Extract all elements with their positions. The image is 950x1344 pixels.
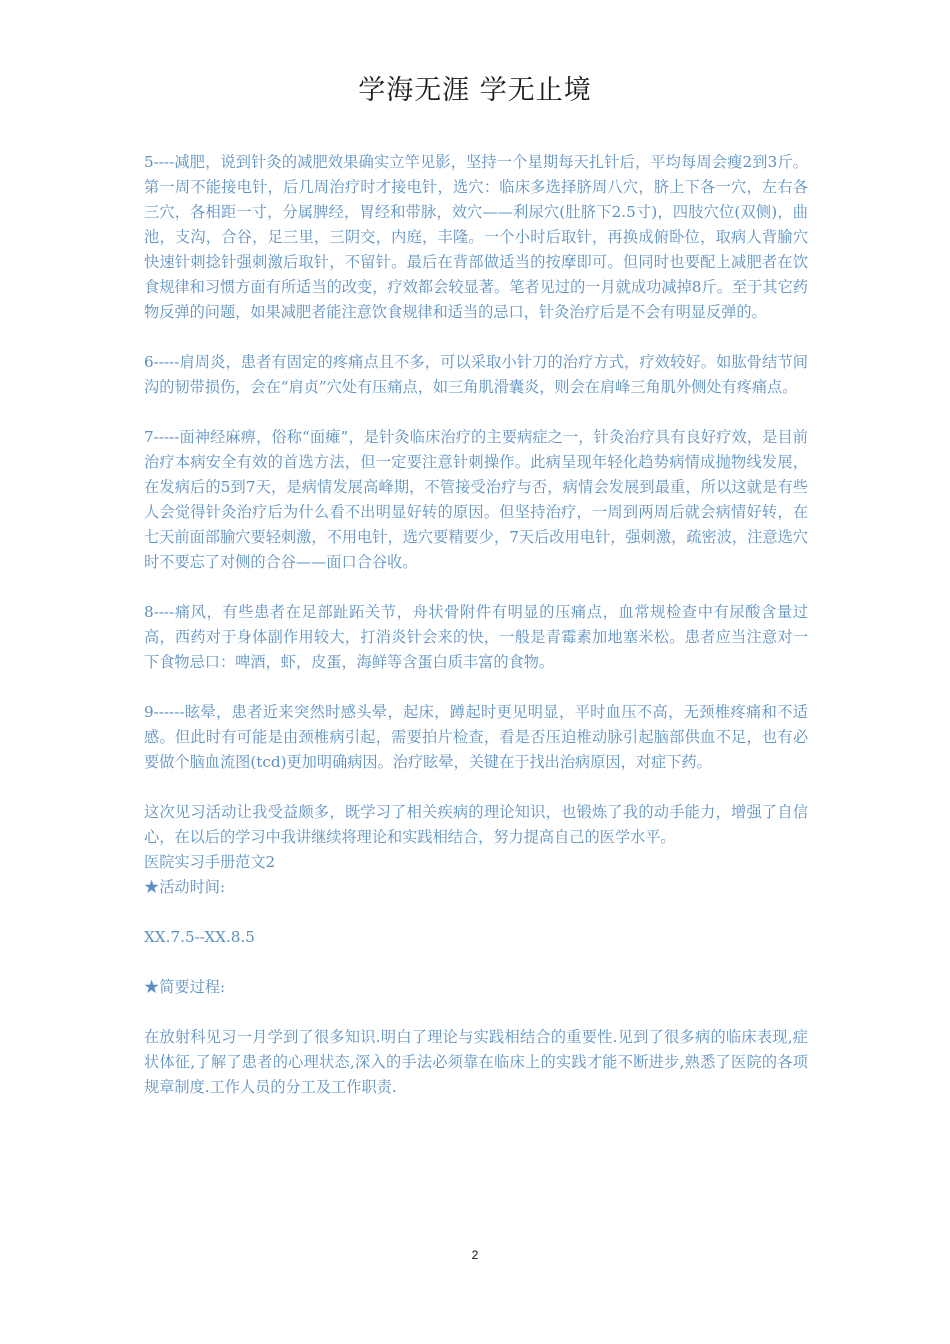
paragraph-spacer	[144, 775, 808, 800]
paragraph-gout: 8----痛风，有些患者在足部趾跖关节，舟状骨附件有明显的压痛点，血常规检查中有尿酸含量过高，西药对于身体副作用较大，打消炎针会来的快，一般是青霉素加地塞米松。患者应当注意对一下食物忌口：啤酒，虾，皮蛋，海鲜等含蛋白质丰富的食物。	[144, 603, 808, 671]
paragraph-summary: 这次见习活动让我受益颇多，既学习了相关疾病的理论知识，也锻炼了我的动手能力，增强了自信心，在以后的学习中我讲继续将理论和实践相结合，努力提高自己的医学水平。	[144, 803, 808, 846]
paragraph-spacer	[144, 325, 808, 350]
paragraph-spacer	[144, 900, 808, 925]
paragraph-spacer	[144, 575, 808, 600]
page-header-title: 学海无涯 学无止境	[358, 75, 592, 106]
sample-title: 医院实习手册范文2	[144, 853, 276, 871]
paragraph-frozen-shoulder: 6-----肩周炎，患者有固定的疼痛点且不多，可以采取小针刀的治疗方式，疗效较好。如肱骨结节间沟的韧带损伤，会在“肩贞”穴处有压痛点，如三角肌滑囊炎，则会在肩峰三角肌外侧处有疼痛点。	[144, 353, 808, 396]
paragraph-spacer	[144, 400, 808, 425]
paragraph-vertigo: 9------眩晕，患者近来突然时感头晕，起床，蹲起时更见明显，平时血压不高，无颈椎疼痛和不适感。但此时有可能是由颈椎病引起，需要拍片检查，看是否压迫椎动脉引起脑部供血不足，也有必要做个脑血流图(tcd)更加明确病因。治疗眩晕，关键在于找出治病原因，对症下药。	[144, 703, 808, 771]
document-body	[144, 150, 808, 1100]
paragraph-spacer	[144, 1000, 808, 1025]
paragraph-facial-paralysis: 7-----面神经麻痹，俗称“面瘫”，是针灸临床治疗的主要病症之一，针灸治疗具有良好疗效，是目前治疗本病安全有效的首选方法，但一定要注意针刺操作。此病呈现年轻化趋势病情成抛物线发展，在发病后的5到7天，是病情发展高峰期，不管接受治疗与否，病情会发展到最重，所以这就是有些人会觉得针灸治疗后为什么看不出明显好转的原因。但坚持治疗，一周到两周后就会病情好转，在七天前面部腧穴要轻刺激，不用电针，选穴要精要少，7天后改用电针，强刺激，疏密波，注意选穴时不要忘了对侧的合谷——面口合谷收。	[144, 428, 808, 571]
paragraph-spacer	[144, 950, 808, 975]
activity-time-label: ★活动时间:	[144, 878, 226, 896]
paragraph-spacer	[144, 675, 808, 700]
activity-time-value: XX.7.5--XX.8.5	[144, 928, 255, 946]
paragraph-weight-loss: 5----减肥，说到针灸的减肥效果确实立竿见影，坚持一个星期每天扎针后，平均每周会瘦2到3斤。第一周不能接电针，后几周治疗时才接电针，选穴：临床多选择脐周八穴，脐上下各一穴，左右各三穴，各相距一寸，分属脾经，胃经和带脉，效穴——利尿穴(肚脐下2.5寸)，四肢穴位(双侧)，曲池，支沟，合谷，足三里，三阴交，内庭，丰隆。一个小时后取针，再换成俯卧位，取病人背腧穴快速针刺捻针强刺激后取针，不留针。最后在背部做适当的按摩即可。但同时也要配上减肥者在饮食规律和习惯方面有所适当的改变，疗效都会较显著。笔者见过的一月就成功减掉8斤。至于其它药物反弹的问题，如果减肥者能注意饮食规律和适当的忌口，针灸治疗后是不会有明显反弹的。	[144, 153, 808, 321]
paragraph-process: 在放射科见习一月学到了很多知识.明白了理论与实践相结合的重要性.见到了很多病的临床表现,症状体征,了解了患者的心理状态,深入的手法必须靠在临床上的实践才能不断进步,熟悉了医院的各项规章制度.工作人员的分工及工作职责.	[144, 1028, 808, 1096]
page-number: 2	[471, 1248, 479, 1262]
brief-process-label: ★简要过程:	[144, 978, 226, 996]
